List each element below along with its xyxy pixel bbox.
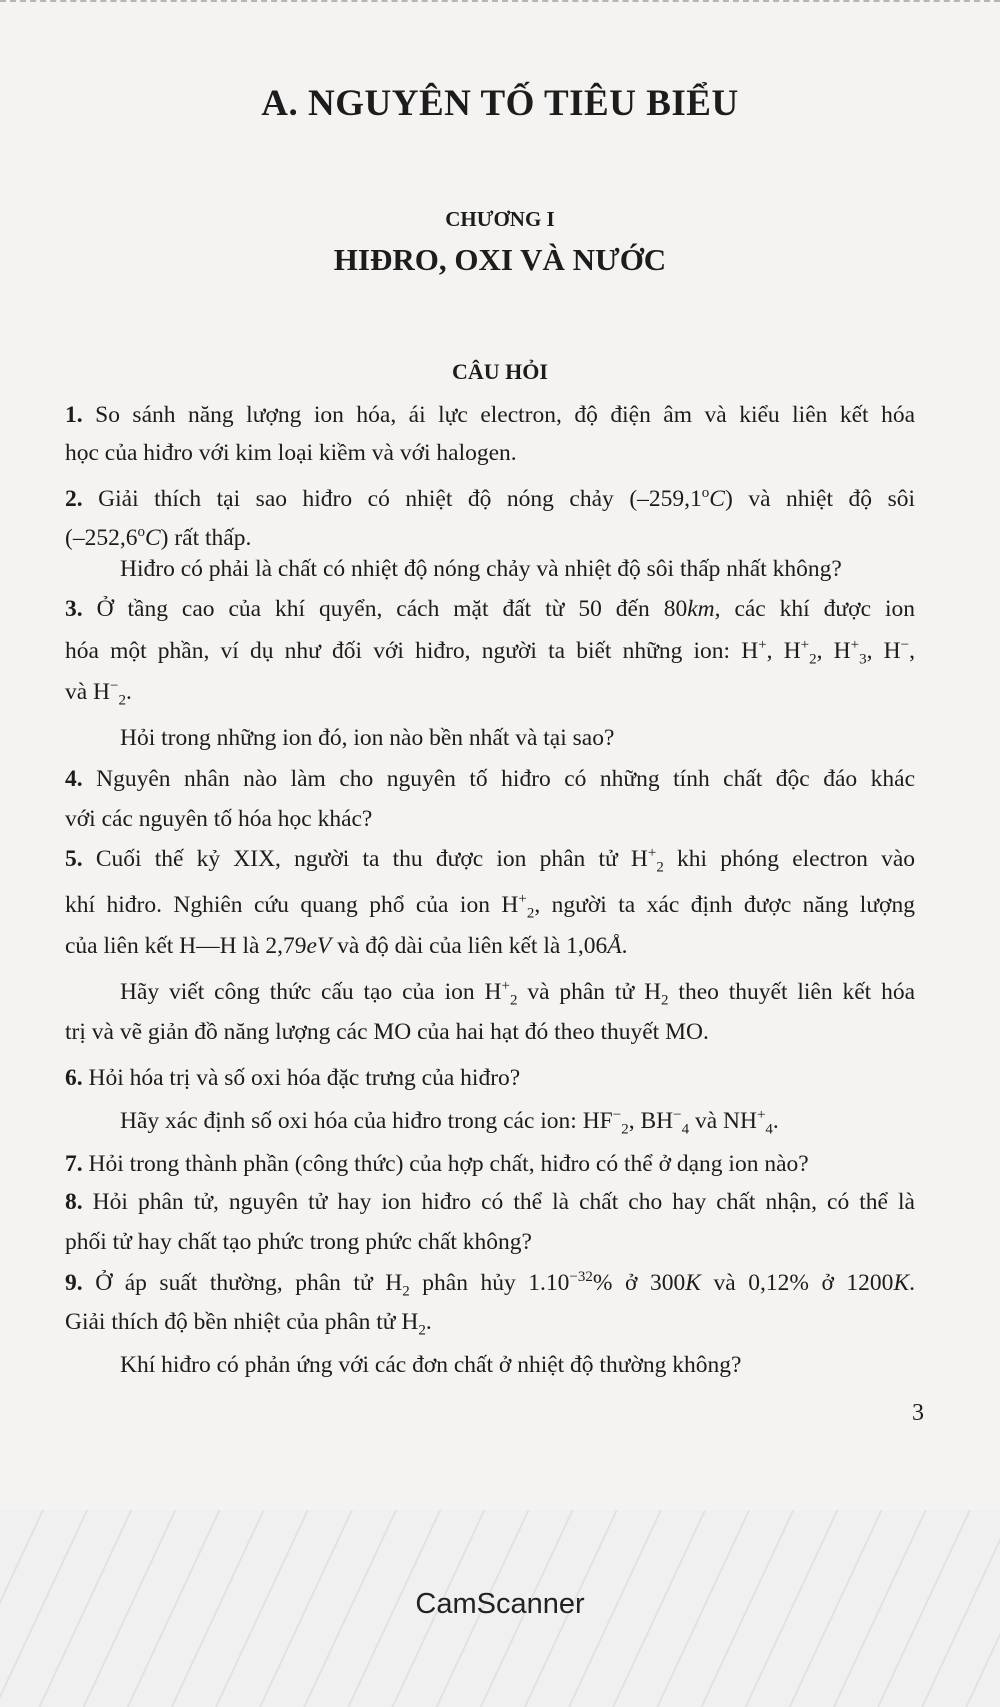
text-segment: . xyxy=(909,1270,915,1296)
text-segment: trị và vẽ giản đồ năng lượng các MO của hai hạt đó theo thuyết MO. xyxy=(65,1019,709,1045)
text-segment: . xyxy=(772,1108,779,1134)
text-segment: Hỏi phân tử, nguyên tử hay ion hiđro có thể là chất cho hay chất nhận, có thể là xyxy=(92,1189,915,1215)
text-segment: Ở tầng cao của khí quyển, cách mặt đất từ 50 đến 80 xyxy=(96,596,688,622)
text-segment: hóa một phần, ví dụ như đối với hiđro, người ta biết những ion: H xyxy=(65,638,759,664)
text-segment: và 0,12% ở 1200 xyxy=(700,1270,894,1296)
text-segment: + xyxy=(518,891,527,908)
text-segment: của liên kết H—H là 2,79 xyxy=(65,933,307,959)
text-segment: . xyxy=(126,679,132,705)
question-number: 3. xyxy=(65,596,97,622)
text-segment: và NH xyxy=(689,1108,757,1134)
text-segment: khí hiđro. Nghiên cứu quang phổ của ion H xyxy=(65,892,519,918)
text-line xyxy=(120,723,915,753)
text-line xyxy=(65,1268,915,1298)
text-line xyxy=(65,764,915,794)
section-title: CÂU HỎI xyxy=(452,359,548,384)
text-segment: . xyxy=(621,933,628,959)
text-line xyxy=(65,890,915,920)
question-number: 6. xyxy=(65,1065,89,1091)
text-segment: Hỏi trong thành phần (công thức) của hợp chất, hiđro có thể ở dạng ion nào? xyxy=(88,1151,809,1177)
text-segment: 2 xyxy=(661,992,669,1009)
text-segment: 2 xyxy=(118,692,126,709)
text-line xyxy=(120,554,915,584)
text-segment: + xyxy=(800,637,810,654)
text-segment: 2 xyxy=(656,859,664,876)
page-number: 3 xyxy=(912,1400,924,1426)
text-segment: Giải thích độ bền nhiệt của phân tử H xyxy=(65,1309,419,1335)
question-number: 1. xyxy=(65,402,96,428)
text-segment: Nguyên nhân nào làm cho nguyên tố hiđro có những tính chất độc đáo khác xyxy=(96,766,916,792)
text-segment: và H xyxy=(65,679,111,705)
text-segment: Hỏi hóa trị và số oxi hóa đặc trưng của hiđro? xyxy=(88,1065,521,1091)
text-segment: + xyxy=(647,845,657,862)
text-segment: ) rất thấp. xyxy=(160,525,252,551)
text-segment: + xyxy=(756,1107,766,1124)
text-segment: , H xyxy=(816,638,851,664)
text-segment: C xyxy=(144,525,161,551)
text-segment: 2 xyxy=(509,992,518,1009)
text-segment: , BH xyxy=(628,1108,674,1134)
text-line xyxy=(65,484,915,514)
text-segment: , H xyxy=(766,638,801,664)
text-segment: và độ dài của liên kết là 1,06 xyxy=(331,933,608,959)
text-segment: 4 xyxy=(681,1121,690,1138)
text-segment: o xyxy=(137,524,145,541)
text-segment: khi phóng electron vào xyxy=(663,846,916,872)
text-segment: (–252,6 xyxy=(65,525,138,551)
question-number: 7. xyxy=(65,1151,89,1177)
text-segment: + xyxy=(501,978,510,995)
text-line xyxy=(65,1063,915,1093)
question-number: 4. xyxy=(65,766,97,792)
text-segment: 2 xyxy=(809,651,817,668)
text-segment: 2 xyxy=(418,1322,426,1339)
text-segment: 2 xyxy=(621,1121,629,1138)
text-segment: − xyxy=(110,678,119,695)
text-line xyxy=(65,636,915,666)
chapter-title: HIĐRO, OXI VÀ NƯỚC xyxy=(333,242,667,277)
text-segment: C xyxy=(709,486,725,512)
text-segment: Cuối thế kỷ XIX, người ta thu được ion phân tử H xyxy=(95,846,648,872)
question-number: 2. xyxy=(65,486,99,512)
text-segment: , H xyxy=(866,638,901,664)
text-segment: Giải thích tại sao hiđro có nhiệt độ nóng chảy (–259,1 xyxy=(98,486,702,512)
text-segment: với các nguyên tố hóa học khác? xyxy=(65,806,373,832)
text-segment: eV xyxy=(306,933,332,959)
text-line xyxy=(65,1307,915,1337)
text-segment: − xyxy=(900,637,910,654)
text-segment: ) và nhiệt độ sôi xyxy=(724,486,915,512)
text-line xyxy=(65,523,915,553)
text-line xyxy=(65,1227,915,1257)
text-segment: Ở áp suất thường, phân tử H xyxy=(95,1270,403,1296)
text-segment: Hiđro có phải là chất có nhiệt độ nóng chảy và nhiệt độ sôi thấp nhất không? xyxy=(120,556,842,582)
text-segment: 2 xyxy=(526,905,535,922)
chapter-label: CHƯƠNG I xyxy=(445,207,555,231)
text-segment: phân hủy 1.10 xyxy=(409,1270,570,1296)
text-segment: Hỏi trong những ion đó, ion nào bền nhất và tại sao? xyxy=(120,725,615,751)
text-segment: 3 xyxy=(859,651,867,668)
text-segment: + xyxy=(850,637,860,654)
text-segment: % ở 300 xyxy=(592,1270,686,1296)
text-segment: Hãy viết công thức cấu tạo của ion H xyxy=(120,979,502,1005)
text-segment: − xyxy=(673,1107,682,1124)
text-line xyxy=(120,1350,915,1380)
text-line xyxy=(65,438,915,468)
text-segment: phối tử hay chất tạo phức trong phức chất không? xyxy=(65,1229,532,1255)
text-segment: 4 xyxy=(765,1121,773,1138)
part-title: A. NGUYÊN TỐ TIÊU BIỂU xyxy=(261,83,739,124)
text-segment: K xyxy=(893,1270,910,1296)
camscanner-brand: CamScanner xyxy=(415,1588,585,1620)
text-segment: học của hiđro với kim loại kiềm và với halogen. xyxy=(65,440,517,466)
text-segment: Hãy xác định số oxi hóa của hiđro trong các ion: HF xyxy=(120,1108,613,1134)
text-segment: o xyxy=(701,485,710,502)
text-segment: Khí hiđro có phản ứng với các đơn chất ở nhiệt độ thường không? xyxy=(120,1352,742,1378)
text-segment: −32 xyxy=(569,1269,593,1286)
text-segment: 2 xyxy=(402,1283,410,1300)
text-segment: , xyxy=(909,638,915,664)
text-segment: theo thuyết liên kết hóa xyxy=(668,979,916,1005)
question-number: 8. xyxy=(65,1189,93,1215)
question-number: 9. xyxy=(65,1270,96,1296)
text-line xyxy=(65,1149,915,1179)
text-segment: km xyxy=(687,596,715,622)
text-segment: So sánh năng lượng ion hóa, ái lực electron, độ điện âm và kiểu liên kết hóa xyxy=(95,402,916,428)
text-line xyxy=(65,594,915,624)
text-segment: và phân tử H xyxy=(517,979,662,1005)
text-line xyxy=(120,977,915,1007)
text-line xyxy=(65,931,915,961)
text-line xyxy=(65,804,915,834)
text-segment: K xyxy=(685,1270,701,1296)
text-line xyxy=(65,844,915,874)
question-number: 5. xyxy=(65,846,96,872)
text-segment: Å xyxy=(607,933,622,959)
text-segment: . xyxy=(425,1309,432,1335)
text-line xyxy=(65,400,915,430)
text-segment: , các khí được ion xyxy=(714,596,915,622)
text-segment: − xyxy=(612,1107,622,1124)
text-line xyxy=(65,677,915,707)
text-segment: + xyxy=(758,637,767,654)
text-line xyxy=(65,1017,915,1047)
text-line xyxy=(65,1187,915,1217)
text-line xyxy=(120,1106,915,1136)
text-segment: , người ta xác định được năng lượng xyxy=(534,892,915,918)
